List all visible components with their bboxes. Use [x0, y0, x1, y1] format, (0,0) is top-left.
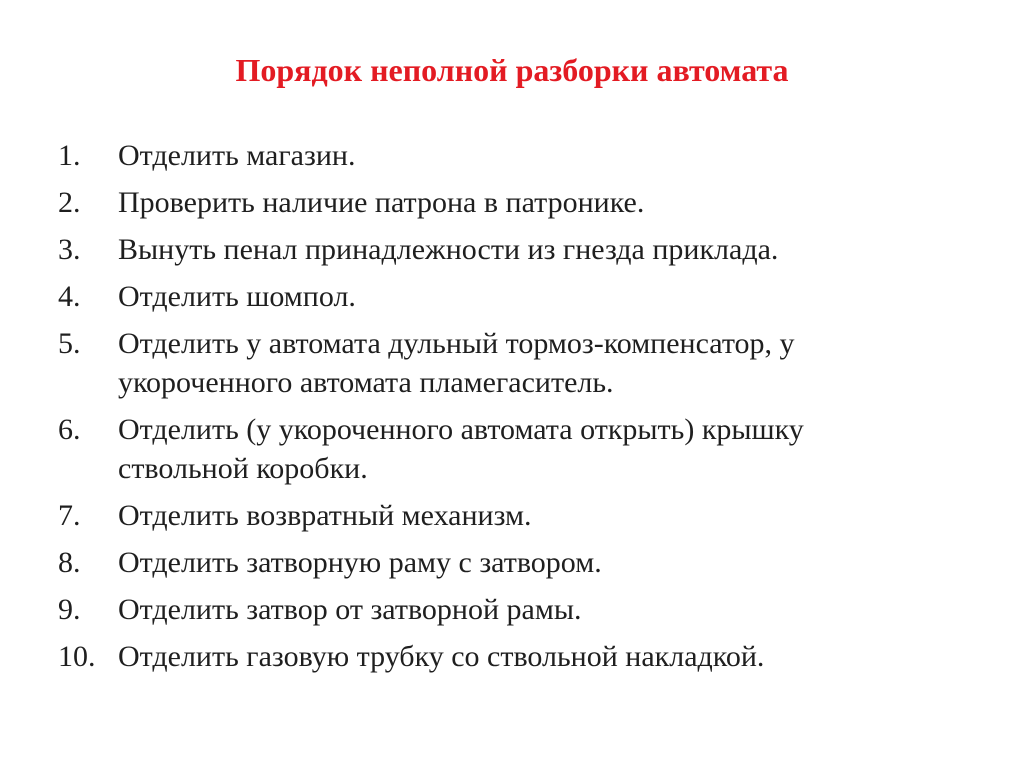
- step-text: Отделить магазин.: [118, 139, 356, 172]
- list-item: [58, 410, 958, 488]
- list-item: [58, 543, 958, 582]
- step-number: 4.: [58, 280, 81, 313]
- step-number: 10.: [58, 640, 96, 673]
- step-number: 9.: [58, 593, 81, 626]
- list-item: [58, 136, 958, 175]
- step-text: Отделить затворную раму с затвором.: [118, 546, 602, 579]
- slide-title: Порядок неполной разборки автомата: [235, 52, 789, 88]
- step-text: Отделить шомпол.: [118, 280, 356, 313]
- step-text: Отделить у автомата дульный тормоз-компенсатор, у укороченного автомата пламегаситель.: [118, 327, 795, 399]
- step-text: Отделить (у укороченного автомата открыть) крышку ствольной коробки.: [118, 413, 804, 485]
- list-item: [58, 496, 958, 535]
- list-item: [58, 230, 958, 269]
- list-item: [58, 637, 958, 676]
- step-text: Отделить газовую трубку со ствольной накладкой.: [118, 640, 765, 673]
- step-number: 3.: [58, 233, 81, 266]
- step-number: 5.: [58, 327, 81, 360]
- step-text: Отделить возвратный механизм.: [118, 499, 532, 532]
- list-item: [58, 277, 958, 316]
- list-item: [58, 590, 958, 629]
- list-item: [58, 183, 958, 222]
- step-number: 2.: [58, 186, 81, 219]
- steps-list: [58, 136, 958, 684]
- step-number: 6.: [58, 413, 81, 446]
- step-text: Вынуть пенал принадлежности из гнезда приклада.: [118, 233, 779, 266]
- step-number: 1.: [58, 139, 81, 172]
- step-text: Отделить затвор от затворной рамы.: [118, 593, 582, 626]
- step-number: 7.: [58, 499, 81, 532]
- step-text: Проверить наличие патрона в патронике.: [118, 186, 645, 219]
- list-item: [58, 324, 958, 402]
- step-number: 8.: [58, 546, 81, 579]
